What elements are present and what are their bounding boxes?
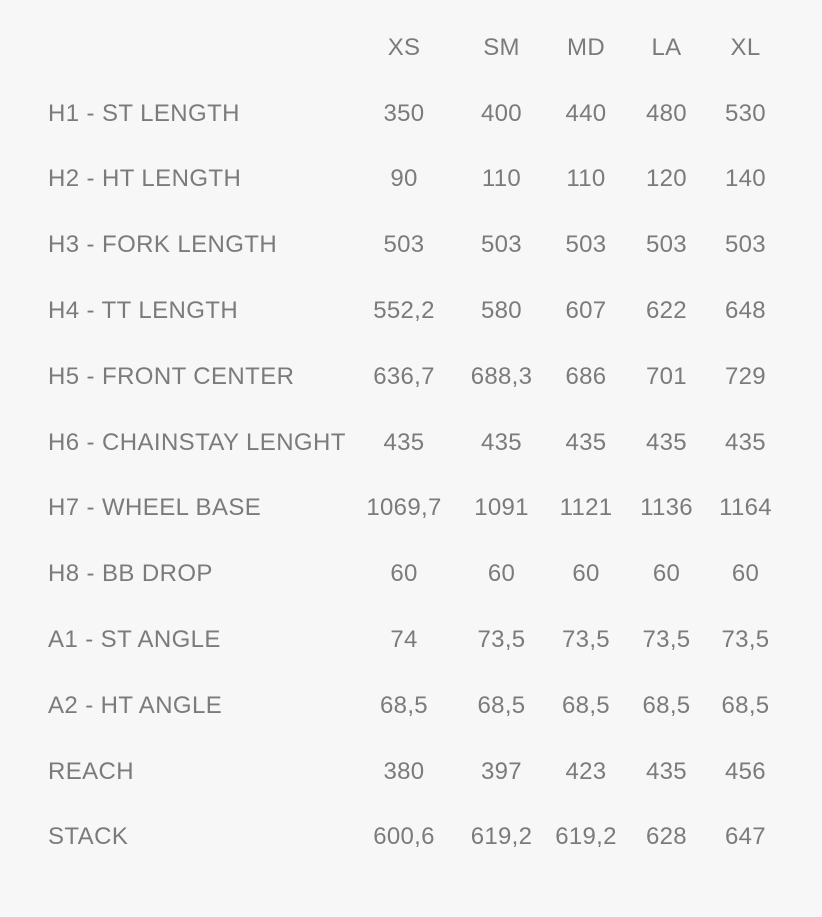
geometry-value: 68,5 xyxy=(642,691,691,719)
geometry-value: 530 xyxy=(725,99,766,127)
corner-empty-cell xyxy=(48,15,350,81)
geometry-row-bb-drop xyxy=(48,541,785,607)
size-header-row xyxy=(48,15,785,81)
geometry-value: 503 xyxy=(383,231,425,259)
size-header-xs: XS xyxy=(387,33,421,61)
geometry-value: 110 xyxy=(481,165,522,193)
geometry-value: 503 xyxy=(725,231,766,259)
geometry-value: 74 xyxy=(390,626,418,654)
geometry-value: 1121 xyxy=(559,494,613,522)
geometry-row-ht-length xyxy=(48,147,785,213)
geometry-value: 729 xyxy=(725,362,766,390)
geometry-value: 622 xyxy=(646,297,687,325)
geometry-value: 1091 xyxy=(474,494,529,522)
geometry-value: 480 xyxy=(646,99,687,127)
geometry-value: 1164 xyxy=(719,494,772,522)
row-label: H6 - CHAINSTAY LENGHT xyxy=(48,428,346,456)
geometry-value: 60 xyxy=(487,560,516,588)
geometry-value: 619,2 xyxy=(470,823,533,851)
geometry-value: 423 xyxy=(565,757,607,785)
geometry-row-wheel-base xyxy=(48,476,785,542)
geometry-value: 619,2 xyxy=(555,823,617,851)
geometry-value: 435 xyxy=(725,428,766,456)
geometry-row-st-angle xyxy=(48,607,785,673)
row-label: H8 - BB DROP xyxy=(48,560,213,588)
geometry-value: 580 xyxy=(481,297,522,325)
row-label: STACK xyxy=(48,823,129,851)
geometry-value: 73,5 xyxy=(721,626,770,654)
geometry-row-reach xyxy=(48,739,785,805)
geometry-value: 397 xyxy=(481,757,522,785)
geometry-value: 60 xyxy=(572,560,600,588)
row-label: A2 - HT ANGLE xyxy=(48,691,223,719)
geometry-row-front-center xyxy=(48,344,785,410)
geometry-table xyxy=(48,15,785,870)
geometry-value: 68,5 xyxy=(562,691,610,719)
geometry-value: 73,5 xyxy=(477,626,526,654)
geometry-value: 503 xyxy=(565,231,607,259)
geometry-value: 435 xyxy=(481,428,522,456)
row-label: H7 - WHEEL BASE xyxy=(48,494,262,522)
geometry-row-ht-angle xyxy=(48,673,785,739)
geometry-value: 1136 xyxy=(640,494,693,522)
geometry-value: 552,2 xyxy=(373,297,435,325)
geometry-value: 688,3 xyxy=(470,362,533,390)
row-label: H4 - TT LENGTH xyxy=(48,297,239,325)
geometry-value: 456 xyxy=(725,757,766,785)
geometry-value: 435 xyxy=(646,757,687,785)
geometry-value: 68,5 xyxy=(721,691,770,719)
geometry-value: 503 xyxy=(646,231,687,259)
geometry-value: 607 xyxy=(565,297,607,325)
geometry-row-fork-length xyxy=(48,212,785,278)
geometry-value: 60 xyxy=(390,560,418,588)
geometry-value: 440 xyxy=(565,99,607,127)
geometry-value: 686 xyxy=(565,362,607,390)
row-label: REACH xyxy=(48,757,135,785)
geometry-value: 140 xyxy=(725,165,766,193)
geometry-value: 90 xyxy=(390,165,418,193)
row-label: H2 - HT LENGTH xyxy=(48,165,242,193)
geometry-value: 110 xyxy=(566,165,606,193)
geometry-value: 68,5 xyxy=(380,691,428,719)
geometry-value: 73,5 xyxy=(562,626,610,654)
geometry-value: 600,6 xyxy=(373,823,435,851)
geometry-value: 435 xyxy=(565,428,607,456)
geometry-value: 648 xyxy=(725,297,766,325)
size-header-md: MD xyxy=(567,33,605,61)
geometry-value: 628 xyxy=(646,823,687,851)
geometry-value: 60 xyxy=(652,560,681,588)
geometry-value: 380 xyxy=(383,757,425,785)
geometry-row-st-length xyxy=(48,81,785,147)
geometry-value: 73,5 xyxy=(642,626,691,654)
row-label: A1 - ST ANGLE xyxy=(48,626,221,654)
geometry-value: 636,7 xyxy=(373,362,435,390)
size-header-la: LA xyxy=(651,33,682,61)
geometry-value: 1069,7 xyxy=(366,494,442,522)
size-header-xl: XL xyxy=(730,33,761,61)
geometry-value: 435 xyxy=(646,428,687,456)
size-header-sm: SM xyxy=(483,33,520,61)
geometry-row-stack xyxy=(48,805,785,871)
row-label: H1 - ST LENGTH xyxy=(48,99,240,127)
geometry-value: 503 xyxy=(481,231,522,259)
geometry-row-chainstay-length xyxy=(48,410,785,476)
geometry-value: 435 xyxy=(383,428,425,456)
geometry-value: 350 xyxy=(383,99,425,127)
geometry-value: 701 xyxy=(646,362,687,390)
geometry-row-tt-length xyxy=(48,278,785,344)
geometry-value: 647 xyxy=(725,823,766,851)
geometry-value: 120 xyxy=(646,165,687,193)
row-label: H5 - FRONT CENTER xyxy=(48,362,295,390)
geometry-value: 60 xyxy=(731,560,760,588)
geometry-value: 68,5 xyxy=(477,691,526,719)
row-label: H3 - FORK LENGTH xyxy=(48,231,278,259)
geometry-value: 400 xyxy=(481,99,522,127)
